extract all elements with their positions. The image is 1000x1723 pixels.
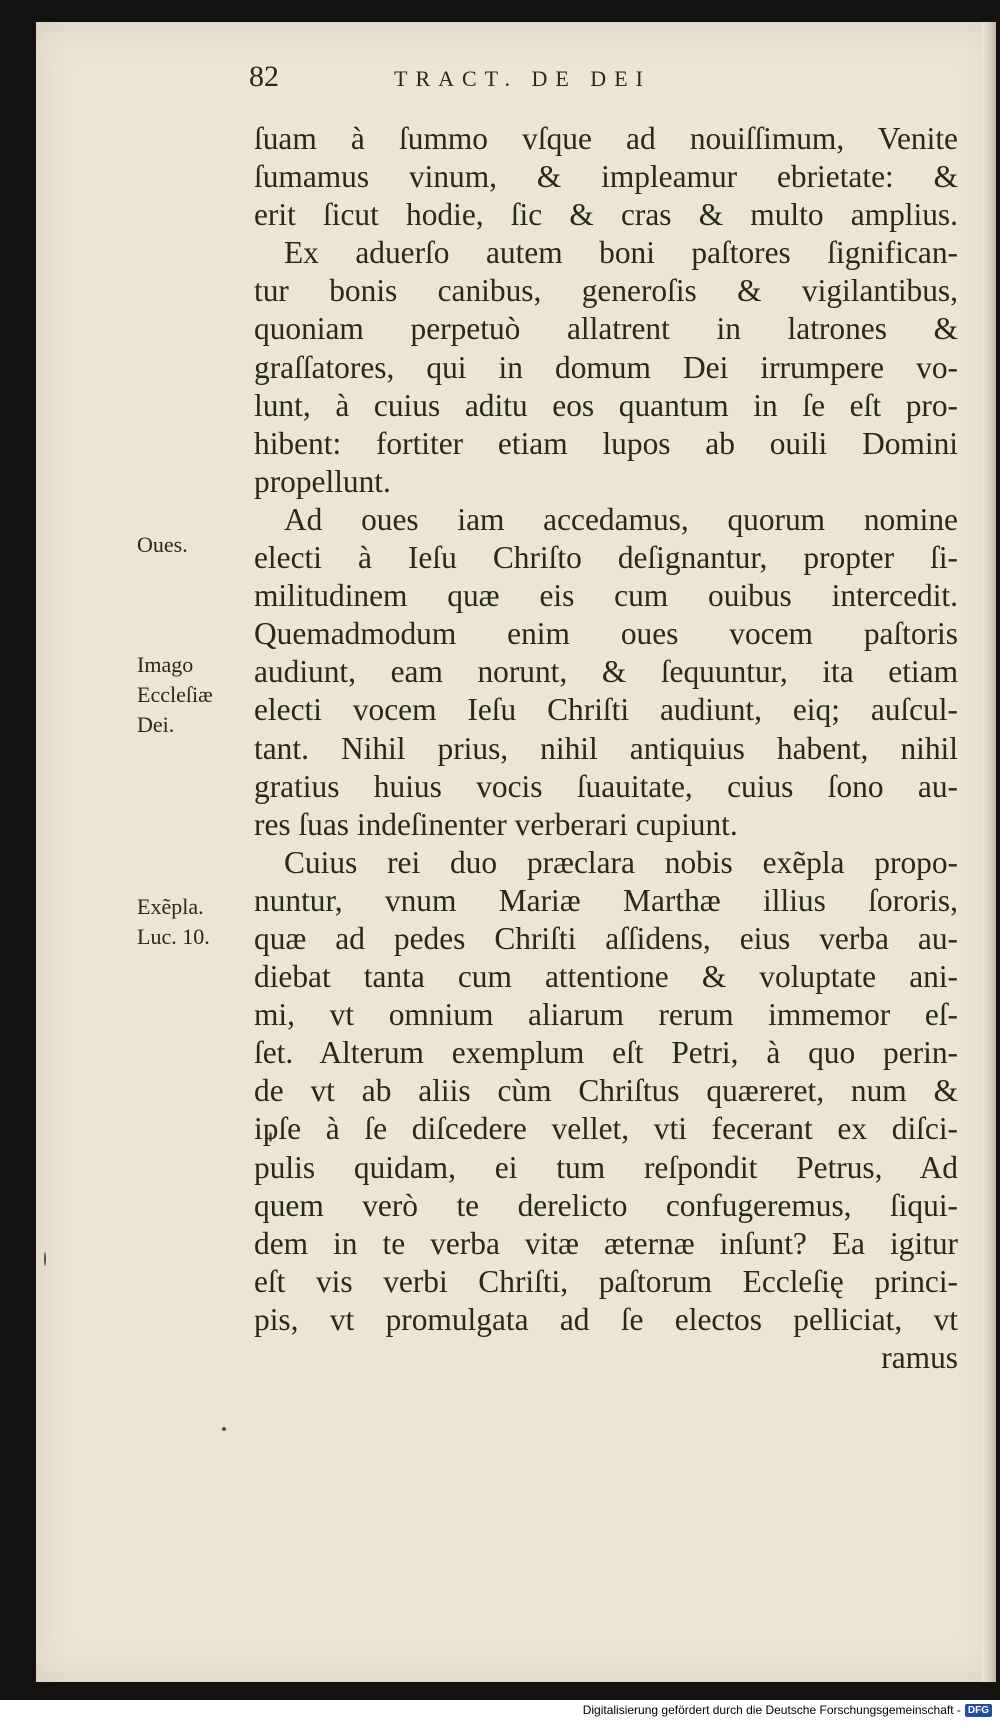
paper-speck [222, 1427, 226, 1431]
text-line: lunt, à cuius aditu eos quantum in ſe eſt pro- [254, 387, 958, 423]
text-line: pis, vt promulgata ad ſe electos pelliciat, vt [254, 1301, 958, 1337]
text-line: Ad oues iam accedamus, quorum nomine [284, 501, 958, 537]
text-line: quæ ad pedes Chriſti aſſidens, eius verba au- [254, 920, 958, 956]
page-header [249, 60, 969, 100]
text-line: tur bonis canibus, generoſis & vigilantibus, [254, 273, 958, 309]
text-line: electi vocem Ieſu Chriſti audiunt, eiq; auſcul- [254, 692, 958, 728]
paper-speck [44, 1252, 46, 1266]
text-line: propellunt. [254, 463, 391, 499]
margin-note-line: Oues. [137, 532, 188, 557]
margin-note-imago [137, 650, 213, 740]
footer-text: Digitalisierung gefördert durch die Deutsche Forschungsgemeinschaft - [582, 1703, 961, 1717]
margin-note-exempla [137, 892, 210, 952]
margin-note-oues [137, 530, 188, 560]
text-line: erit ſicut hodie, ſic & cras & multo amplius. [254, 197, 958, 233]
text-line: Cuius rei duo præclara nobis exẽpla propo- [284, 844, 958, 880]
text-line: electi à Ieſu Chriſto deſignantur, propter ſi- [254, 540, 958, 576]
text-line: Ex aduerſo autem boni paſtores ſignifican- [284, 235, 958, 271]
text-line: graſſatores, qui in domum Dei irrumpere vo- [254, 349, 958, 385]
text-line: res ſuas indeſinenter verberari cupiunt. [254, 806, 738, 842]
text-line: pulis quidam, ei tum reſpondit Petrus, Ad [254, 1149, 958, 1185]
margin-note-line: Luc. 10. [137, 924, 210, 949]
text-line: de vt ab aliis cùm Chriſtus quæreret, num & [254, 1073, 958, 1109]
margin-note-line: Imago [137, 652, 194, 677]
text-line: ſet. Alterum exemplum eſt Petri, à quo perin- [254, 1035, 958, 1071]
text-line: nuntur, vnum Mariæ Marthæ illius ſororis, [254, 882, 958, 918]
margin-note-line: Dei. [137, 712, 175, 737]
text-line: dem in te verba vitæ æternæ inſunt? Ea igitur [254, 1225, 958, 1261]
text-line: militudinem quæ eis cum ouibus intercedit. [254, 578, 958, 614]
margin-note-line: Eccleſiæ [137, 682, 213, 707]
page-number: 82 [249, 60, 279, 93]
running-title: TRACT. DE DEI [394, 66, 651, 91]
text-line: tant. Nihil prius, nihil antiquius habent, nihil [254, 730, 958, 766]
text-line: quem verò te derelicto confugeremus, ſiqui- [254, 1187, 958, 1223]
catchword: ramus [881, 1340, 958, 1375]
text-line: hibent: fortiter etiam lupos ab ouili Domini [254, 425, 958, 461]
text-line: eſt vis verbi Chriſti, paſtorum Eccleſię princi- [254, 1263, 958, 1299]
digitization-footer [583, 1703, 992, 1717]
text-line: mi, vt omnium aliarum rerum immemor eſ- [254, 997, 958, 1033]
text-line: ſuam à ſummo vſque ad nouiſſimum, Venite [254, 121, 958, 156]
text-line: gratius huius vocis ſuauitate, cuius ſono au- [254, 768, 958, 804]
text-line: ipſe à ſe diſcedere vellet, vti fecerant ex diſci- [254, 1111, 958, 1147]
text-line: ſumamus vinum, & impleamur ebrietate: & [254, 159, 958, 195]
text-line: quoniam perpetuò allatrent in latrones & [254, 311, 958, 347]
margin-note-line: Exẽpla. [137, 894, 204, 919]
text-line: Quemadmodum enim oues vocem paſtoris [254, 616, 958, 652]
page-edge [982, 22, 996, 1682]
dfg-logo: DFG [965, 1704, 992, 1717]
text-line: diebat tanta cum attentione & voluptate ani- [254, 959, 958, 995]
body-text [254, 120, 958, 1377]
text-line: audiunt, eam norunt, & ſequuntur, ita etiam [254, 654, 958, 690]
